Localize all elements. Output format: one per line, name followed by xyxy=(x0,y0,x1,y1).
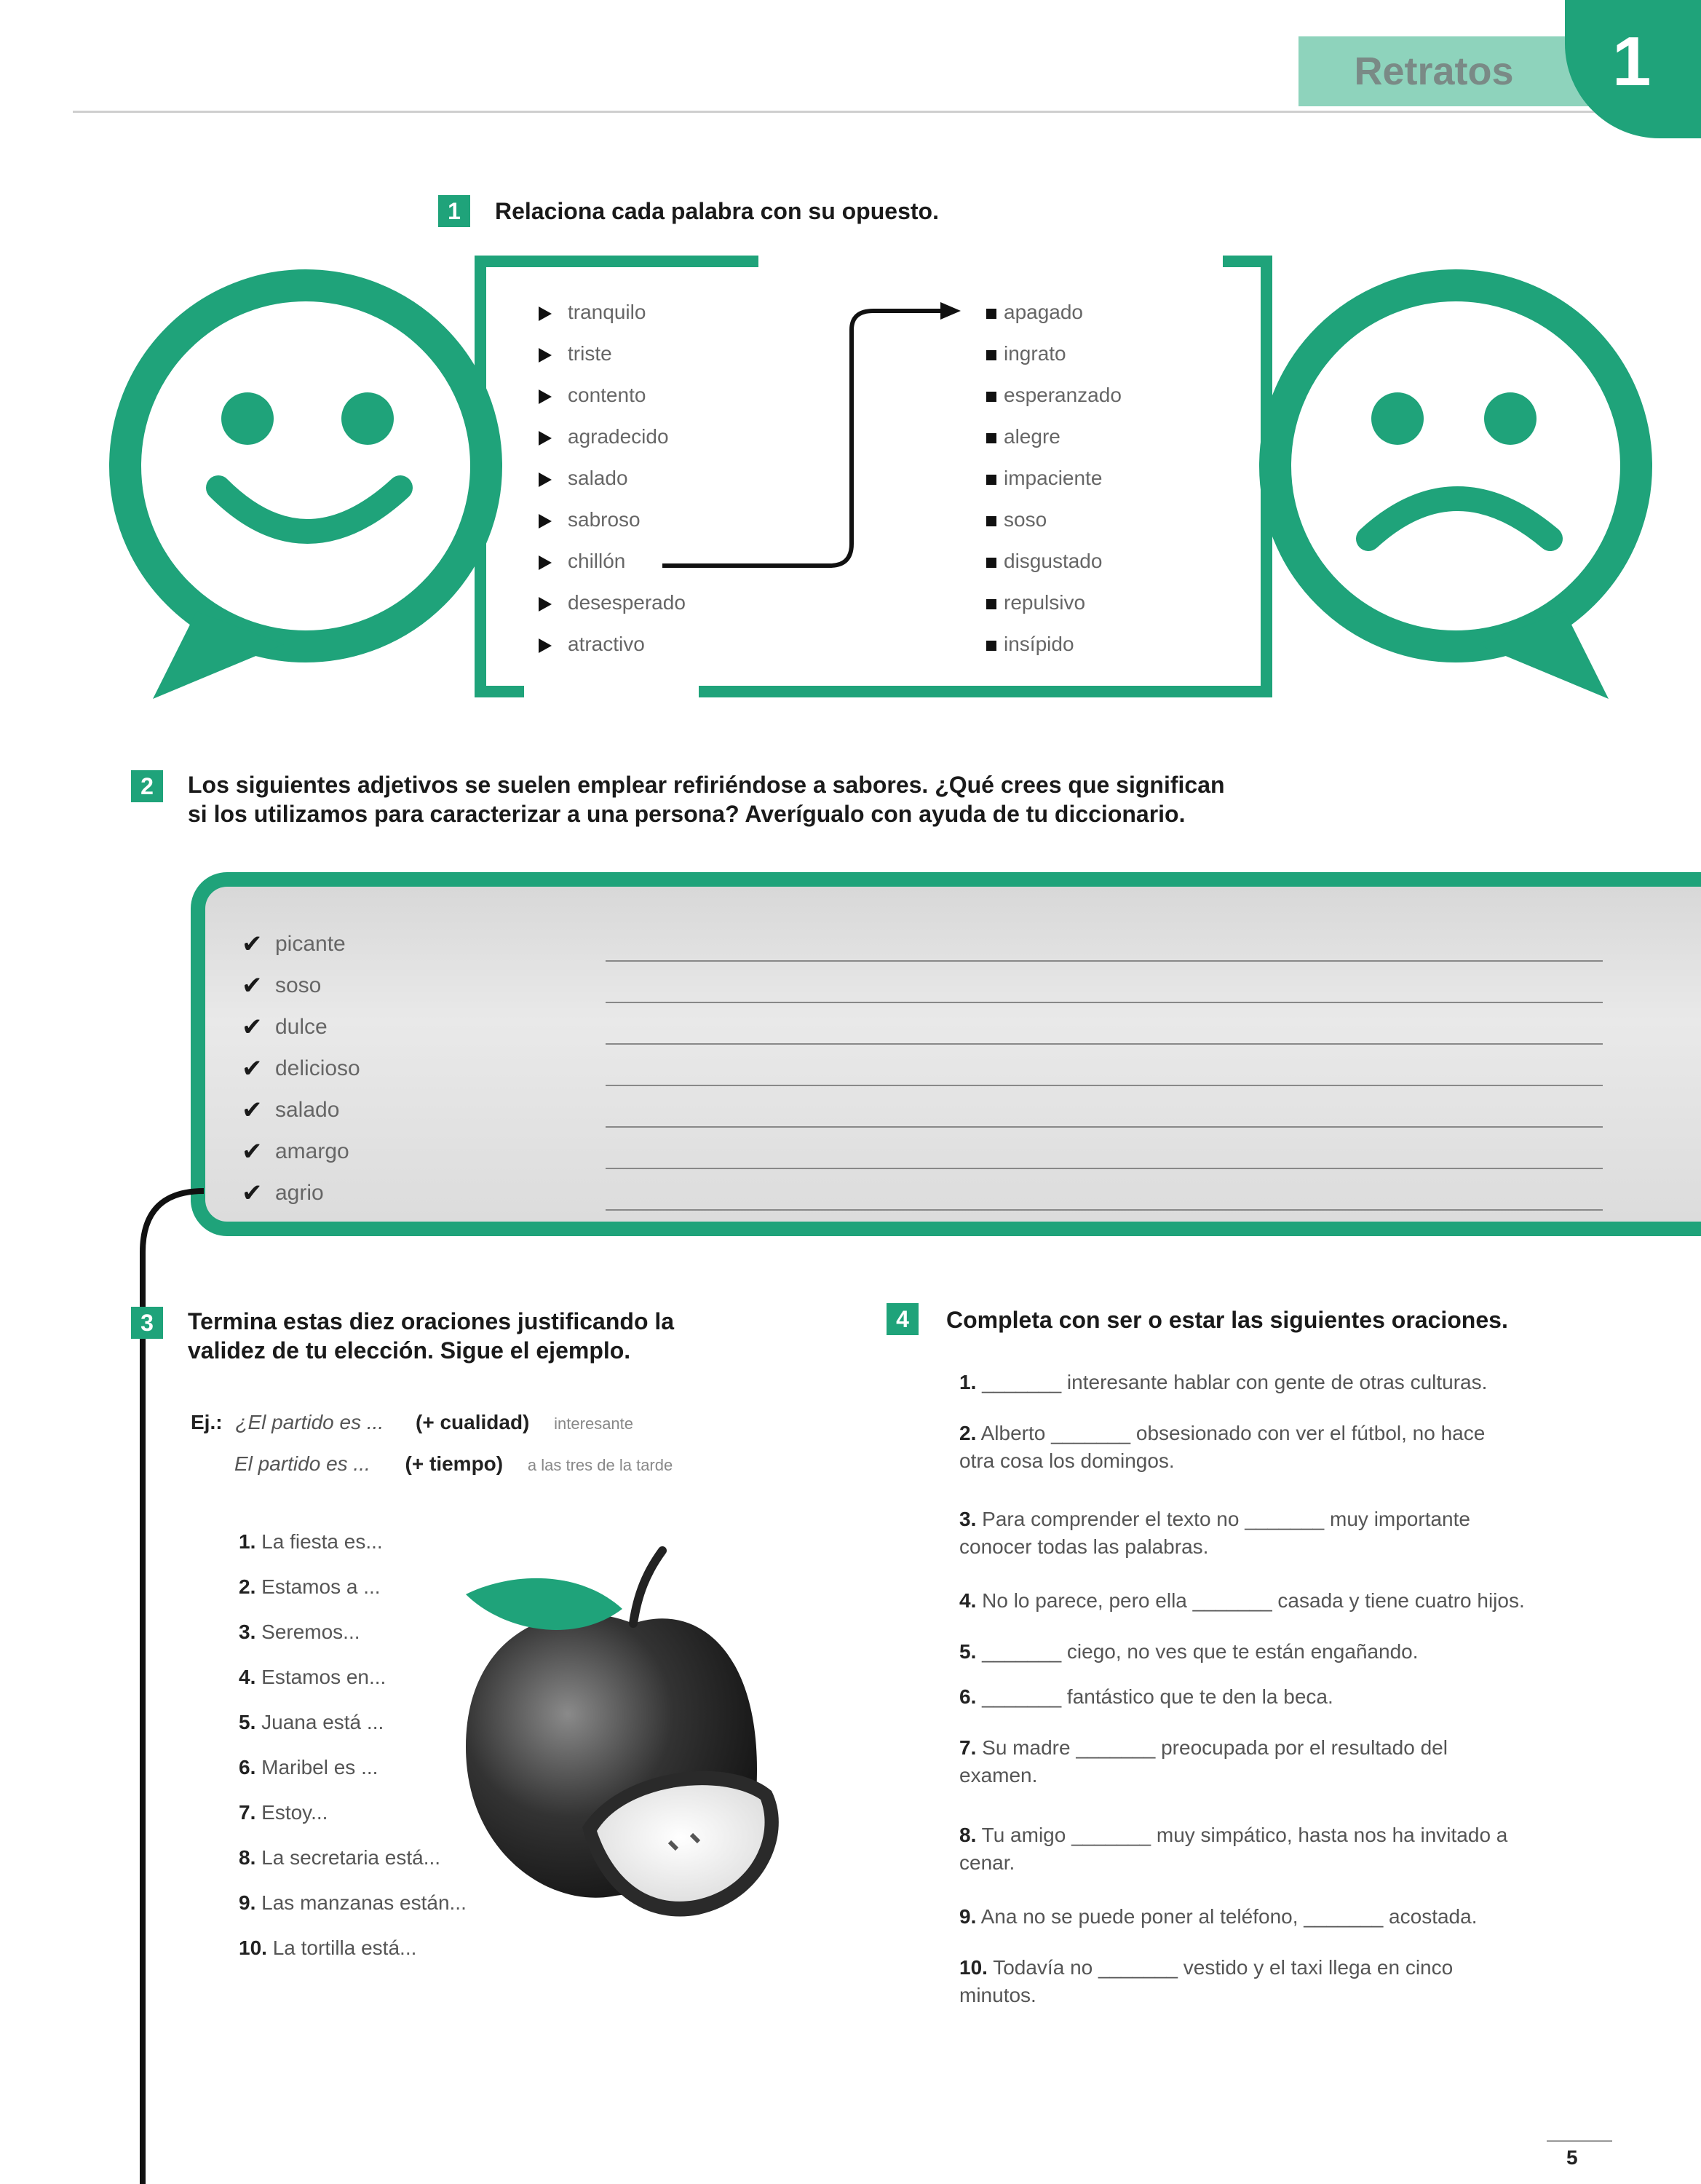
list-item: desesperado xyxy=(539,582,757,623)
answer-line[interactable] xyxy=(606,960,1603,962)
triangle-bullet-icon xyxy=(539,431,552,446)
sad-face-icon xyxy=(1259,269,1652,662)
list-item: apagado xyxy=(986,291,1205,333)
checkmark-icon: ✔ xyxy=(242,971,263,1000)
exercise-4-number: 4 xyxy=(887,1303,919,1335)
list-item: disgustado xyxy=(986,540,1205,582)
answer-line[interactable] xyxy=(606,1043,1603,1045)
answer-line[interactable] xyxy=(606,1209,1603,1211)
list-item: ingrato xyxy=(986,333,1205,374)
list-item: insípido xyxy=(986,623,1205,665)
triangle-bullet-icon xyxy=(539,638,552,653)
answer-line[interactable] xyxy=(606,1126,1603,1128)
apple-icon xyxy=(451,1529,844,1936)
square-bullet-icon xyxy=(986,350,996,360)
footer-rule xyxy=(1547,2140,1612,2142)
checkmark-icon: ✔ xyxy=(242,1137,263,1166)
answer-line[interactable] xyxy=(606,1002,1603,1003)
list-item: triste xyxy=(539,333,757,374)
exercise-3-instruction: Termina estas diez oraciones justificando la validez de tu elección. Sigue el ejemplo. xyxy=(188,1308,675,1364)
list-item: esperanzado xyxy=(986,374,1205,416)
list-item: 7. Su madre _______ preocupada por el resultado del examen. xyxy=(959,1736,1448,1787)
triangle-bullet-icon xyxy=(539,597,552,612)
square-bullet-icon xyxy=(986,516,996,526)
square-bullet-icon xyxy=(986,558,996,568)
list-item: 6. Maribel es ... xyxy=(239,1756,378,1779)
triangle-bullet-icon xyxy=(539,389,552,404)
ex3-example-2: El partido es ... (+ tiempo) a las tres de la tarde xyxy=(234,1452,673,1475)
ex1-right-list xyxy=(986,291,1205,665)
list-item: 6. _______ fantástico que te den la beca. xyxy=(959,1685,1333,1708)
list-item: 2. Estamos a ... xyxy=(239,1575,381,1598)
ex2-list xyxy=(242,923,1625,1214)
triangle-bullet-icon xyxy=(539,472,552,487)
checkmark-icon: ✔ xyxy=(242,1054,263,1083)
list-item: 5. Juana está ... xyxy=(239,1711,384,1733)
list-item: 9. Ana no se puede poner al teléfono, _______ acostada. xyxy=(959,1905,1478,1928)
list-item: 10. La tortilla está... xyxy=(239,1936,417,1959)
ex4-list xyxy=(959,1369,1643,2019)
happy-face-icon xyxy=(109,269,502,662)
exercise-1-instruction: Relaciona cada palabra con su opuesto. xyxy=(495,198,939,224)
square-bullet-icon xyxy=(986,392,996,402)
list-item: 1. _______ interesante hablar con gente de otras culturas. xyxy=(959,1371,1488,1393)
list-item: tranquilo xyxy=(539,291,757,333)
checkmark-icon: ✔ xyxy=(242,1179,263,1207)
square-bullet-icon xyxy=(986,309,996,319)
chapter-number: 1 xyxy=(1612,23,1652,100)
exercise-2-number: 2 xyxy=(131,770,163,802)
exercise-4-instruction: Completa con ser o estar las siguientes oraciones. xyxy=(946,1307,1508,1333)
ex3-example-1: Ej.: ¿El partido es ... (+ cualidad) interesante xyxy=(191,1411,634,1433)
list-item: 8. Tu amigo _______ muy simpático, hasta nos ha invitado a cenar. xyxy=(959,1824,1508,1874)
list-item: atractivo xyxy=(539,623,757,665)
list-item: ✔ soso xyxy=(242,971,322,1000)
list-item: 8. La secretaria está... xyxy=(239,1846,441,1869)
list-item: ✔ agrio xyxy=(242,1179,324,1207)
list-item: alegre xyxy=(986,416,1205,457)
chapter-title: Retratos xyxy=(1354,50,1514,93)
list-item: 3. Seremos... xyxy=(239,1621,360,1643)
list-item: agradecido xyxy=(539,416,757,457)
square-bullet-icon xyxy=(986,641,996,651)
list-item: 1. La fiesta es... xyxy=(239,1530,383,1553)
list-item: 5. _______ ciego, no ves que te están engañando. xyxy=(959,1640,1419,1663)
list-item: contento xyxy=(539,374,757,416)
checkmark-icon: ✔ xyxy=(242,1096,263,1124)
list-item: 4. No lo parece, pero ella _______ casada y tiene cuatro hijos. xyxy=(959,1589,1525,1612)
list-item: ✔ picante xyxy=(242,930,346,958)
answer-line[interactable] xyxy=(606,1168,1603,1169)
triangle-bullet-icon xyxy=(539,348,552,363)
triangle-bullet-icon xyxy=(539,514,552,529)
list-item: 4. Estamos en... xyxy=(239,1666,386,1688)
list-item: salado xyxy=(539,457,757,499)
page-number: 5 xyxy=(1566,2146,1578,2169)
list-item: impaciente xyxy=(986,457,1205,499)
list-item: 10. Todavía no _______ vestido y el taxi llega en cinco minutos. xyxy=(959,1956,1454,2006)
list-item: soso xyxy=(986,499,1205,540)
triangle-bullet-icon xyxy=(539,555,552,570)
square-bullet-icon xyxy=(986,475,996,485)
list-item: ✔ amargo xyxy=(242,1137,349,1166)
list-item: 3. Para comprender el texto no _______ muy importante conocer todas las palabras. xyxy=(959,1508,1470,1558)
list-item: 7. Estoy... xyxy=(239,1801,328,1824)
square-bullet-icon xyxy=(986,433,996,443)
exercise-1-number: 1 xyxy=(438,195,470,227)
checkmark-icon: ✔ xyxy=(242,1013,263,1041)
list-item: 2. Alberto _______ obsesionado con ver el fútbol, no hace otra cosa los domingos. xyxy=(959,1422,1486,1472)
ex1-left-list xyxy=(539,291,757,665)
list-item: 9. Las manzanas están... xyxy=(239,1891,467,1914)
list-item: chillón xyxy=(539,540,757,582)
header-rule xyxy=(73,111,1616,113)
list-item: ✔ delicioso xyxy=(242,1054,360,1083)
ex2-answer-panel xyxy=(191,872,1701,1236)
triangle-bullet-icon xyxy=(539,306,552,321)
list-item: repulsivo xyxy=(986,582,1205,623)
exercise-3-number: 3 xyxy=(131,1307,163,1339)
list-item: ✔ dulce xyxy=(242,1013,328,1041)
exercise-2-instruction: Los siguientes adjetivos se suelen emplear refiriéndose a sabores. ¿Qué crees que significan si los utilizamos para caracterizar a una persona? Averígualo con ayuda de tu diccionario. xyxy=(188,772,1225,827)
list-item: sabroso xyxy=(539,499,757,540)
checkmark-icon: ✔ xyxy=(242,930,263,958)
answer-line[interactable] xyxy=(606,1085,1603,1086)
list-item: ✔ salado xyxy=(242,1096,340,1124)
square-bullet-icon xyxy=(986,599,996,609)
